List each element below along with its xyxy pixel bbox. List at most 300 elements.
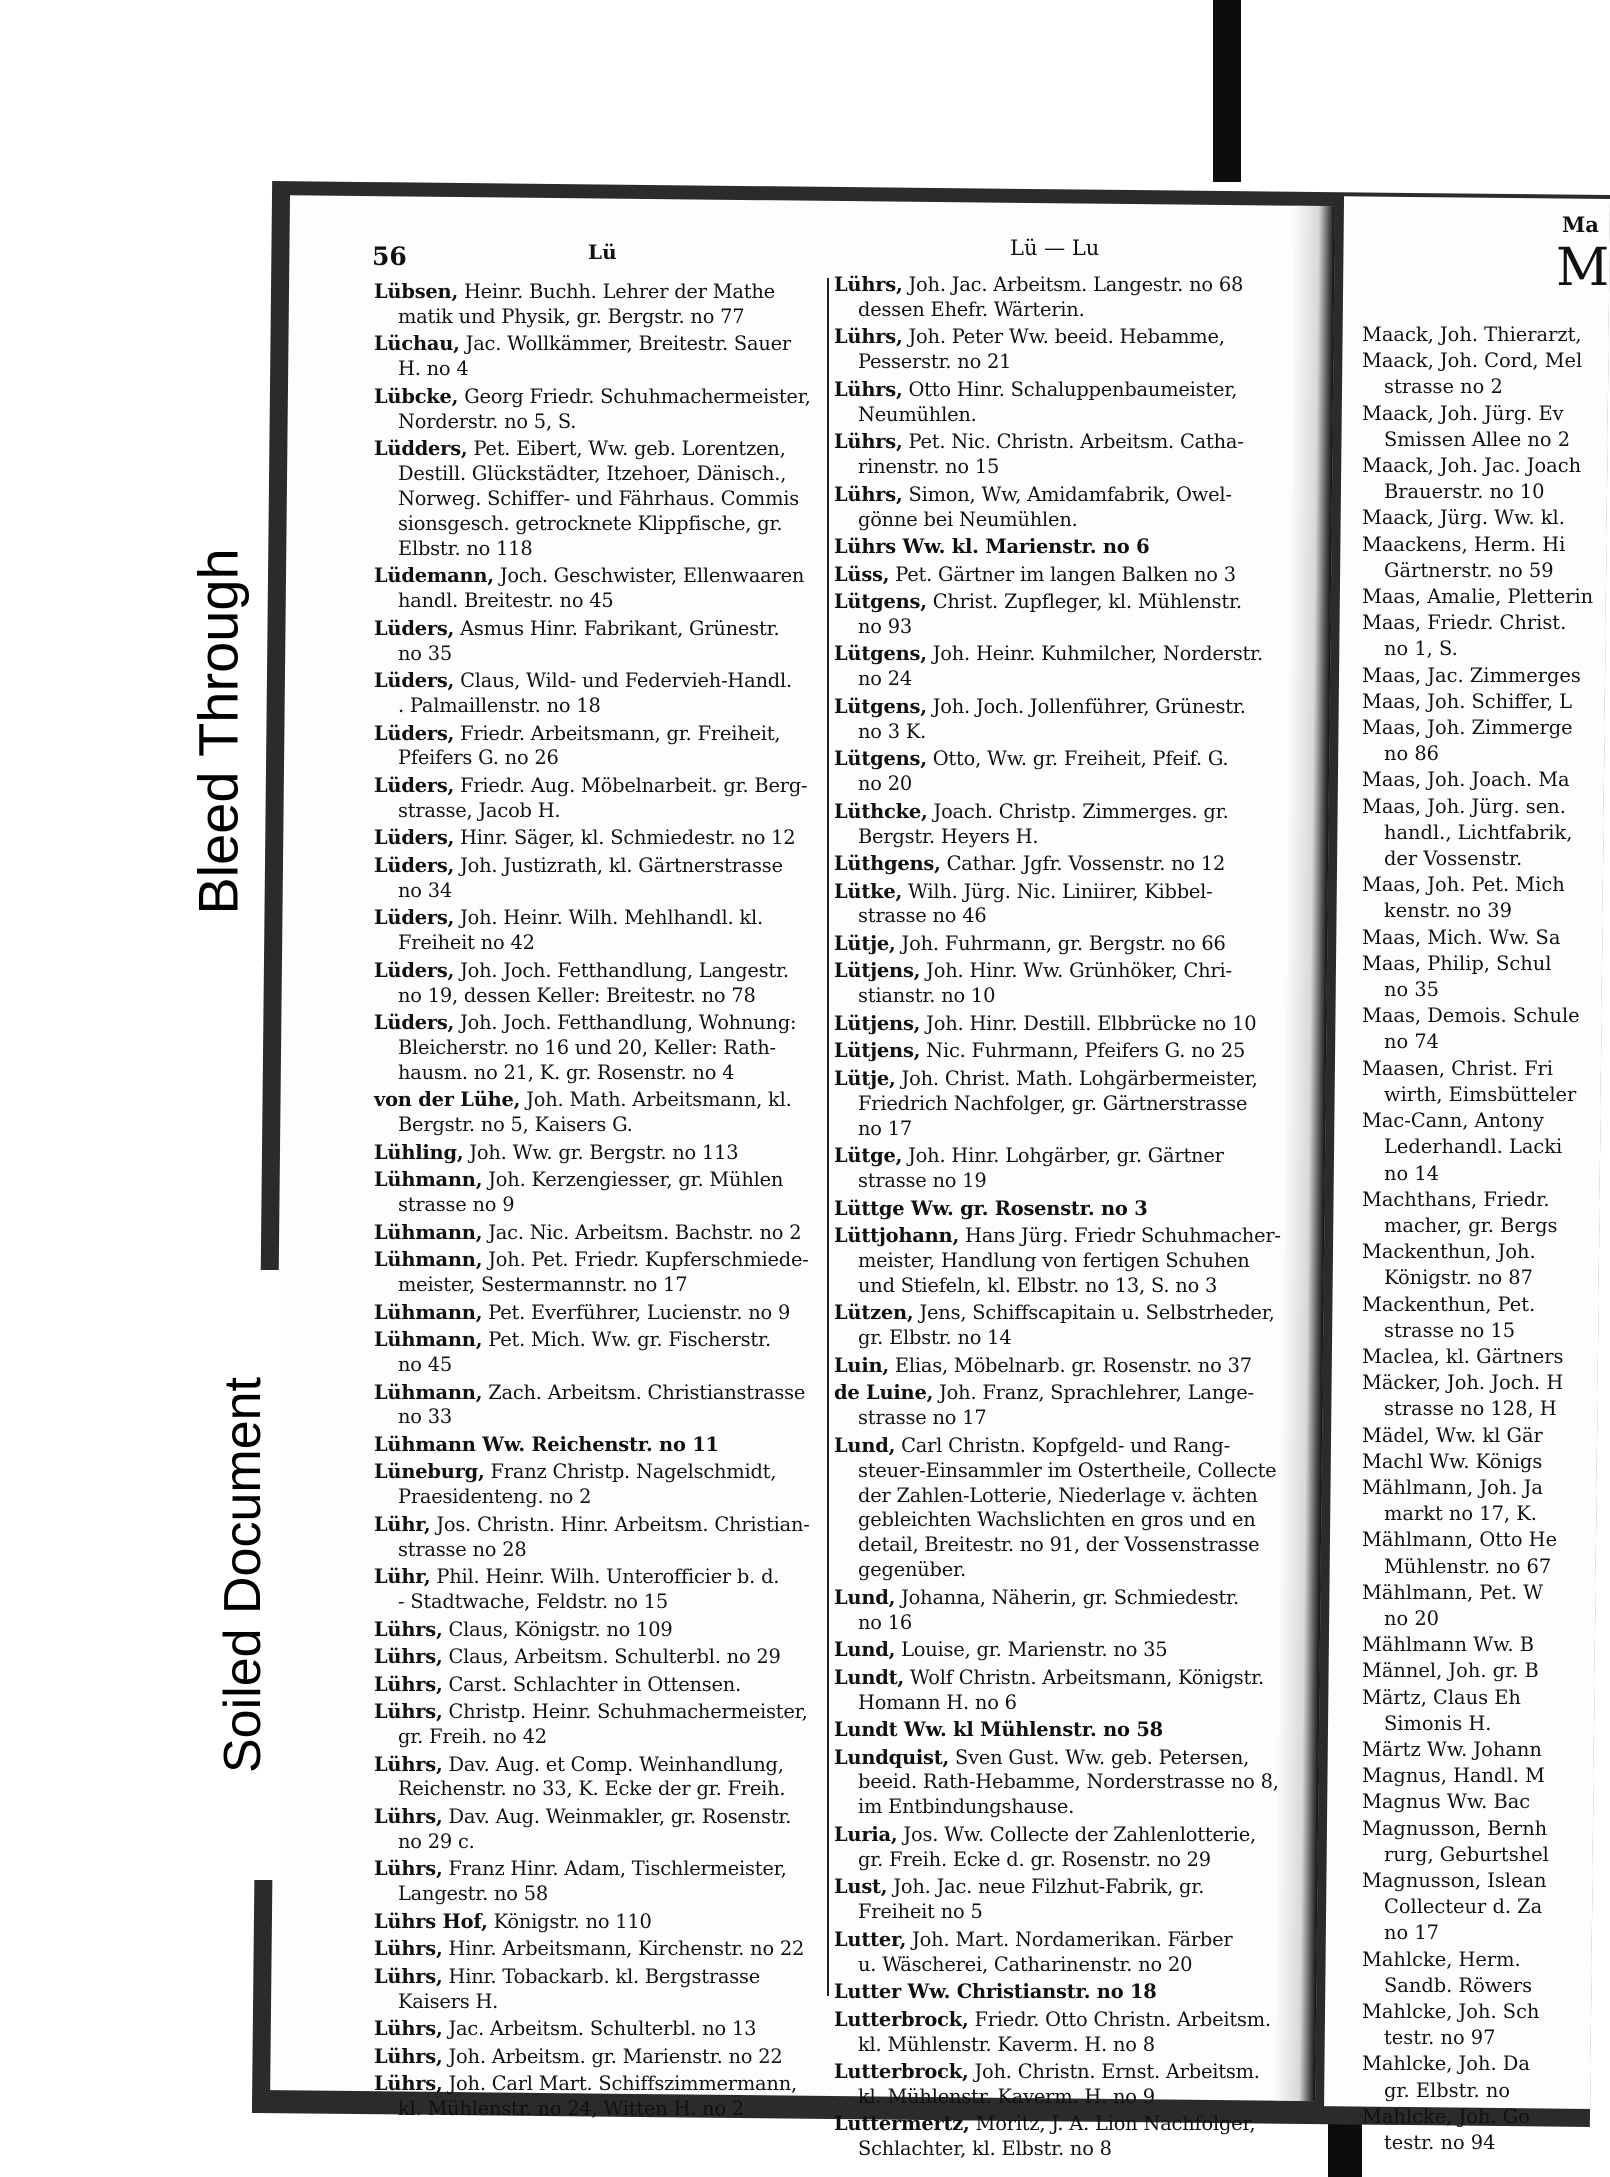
directory-entry <box>834 2060 1290 2110</box>
entry-surname: Lührs, <box>374 1964 443 1988</box>
entry-continuation-line: no 17 <box>1384 1921 1440 1945</box>
entry-line: Männel, Joh. gr. B <box>1362 1659 1539 1683</box>
entry-line: Lust, Joh. Jac. neue Filzhut-Fabrik, gr. <box>834 1875 1205 1899</box>
entry-line: Lührs, Dav. Aug. Weinmakler, gr. Rosenstr. <box>374 1804 792 1828</box>
entry-line: Maack, Jürg. Ww. kl. <box>1362 506 1565 530</box>
directory-entry <box>374 1328 826 1378</box>
directory-entry <box>1362 1685 1600 1737</box>
entry-continuation-line: Bleicherstr. no 16 und 20, Keller: Rath- <box>398 1036 776 1059</box>
entry-surname: Lüneburg, <box>374 1460 485 1484</box>
entry-continuation-line: Langestr. no 58 <box>398 1882 549 1906</box>
directory-entry <box>374 1011 826 1086</box>
entry-continuation-line: Freiheit no 5 <box>858 1900 983 1924</box>
entry-continuation-line: gr. Freih. no 42 <box>398 1725 547 1749</box>
entry-continuation-line: no 16 <box>858 1610 913 1634</box>
entry-continuation-line: Friedrich Nachfolger, gr. Gärtnerstrasse <box>858 1091 1248 1115</box>
directory-entry <box>1362 1816 1600 1868</box>
entry-surname: Lütjens, <box>834 959 921 983</box>
directory-entry <box>374 1753 826 1803</box>
directory-entry <box>374 1248 826 1298</box>
entry-surname: Lüders, <box>374 906 455 930</box>
entry-continuation-line: no 29 c. <box>398 1829 475 1853</box>
directory-entry <box>1362 2051 1600 2103</box>
directory-entry <box>834 932 1290 957</box>
entry-line: Magnusson, Islean <box>1362 1868 1547 1892</box>
entry-line: Lundt, Wolf Christn. Arbeitsmann, Königstr. <box>834 1665 1264 1689</box>
entry-surname: Lührs, <box>834 377 903 401</box>
entry-continuation-line: steuer-Einsammler im Ostertheile, Collecte <box>858 1458 1277 1482</box>
directory-entry <box>1362 872 1600 924</box>
entry-line: Maackens, Herm. Hi <box>1362 532 1566 556</box>
entry-surname: Lühmann, <box>374 1168 483 1192</box>
entry-surname: Lührs Hof, <box>374 1909 488 1933</box>
entry-line: Mählmann, Pet. W <box>1362 1580 1544 1604</box>
directory-entry <box>834 1666 1290 1716</box>
entry-surname: Lüders, <box>374 1011 455 1035</box>
entry-line: Mäcker, Joh. Joch. H <box>1362 1371 1564 1395</box>
entry-line: Machthans, Friedr. <box>1362 1187 1550 1211</box>
entry-surname: Lührs, <box>374 1937 443 1961</box>
entry-line: Lüders, Joh. Justizrath, kl. Gärtnerstrasse <box>374 853 783 877</box>
entry-surname: Lundquist, <box>834 1745 950 1769</box>
entry-continuation-line: meister, Handlung von fertigen Schuhen <box>858 1249 1250 1272</box>
entry-line: Lührs, Pet. Nic. Christn. Arbeitsm. Catha- <box>834 430 1244 454</box>
directory-entry <box>374 1141 826 1166</box>
entry-surname: Lütgens, <box>834 747 927 771</box>
entry-line: Lührs, Joh. Peter Ww. beeid. Hebamme, <box>834 325 1225 349</box>
directory-entry <box>374 1700 826 1750</box>
directory-entry <box>1362 401 1600 453</box>
directory-entry <box>834 1718 1290 1743</box>
left-running-head: Lü <box>588 240 617 264</box>
entry-surname: Lutter Ww. Christianstr. no 18 <box>834 1980 1157 2004</box>
entry-surname: Luria, <box>834 1822 898 1846</box>
entry-line: Magnus, Handl. M <box>1362 1764 1545 1788</box>
directory-entry <box>374 1965 826 2015</box>
entry-surname: Lüders, <box>374 773 455 797</box>
entry-surname: Lühmann, <box>374 1328 483 1352</box>
entry-continuation-line: Kaisers H. <box>398 1989 499 2013</box>
entry-line: Mahlcke, Joh. Da <box>1362 2052 1530 2076</box>
entry-continuation-line: dessen Ehefr. Wärterin. <box>858 297 1085 321</box>
right-section-letter: M <box>1556 238 1610 298</box>
entry-continuation-line: - Stadtwache, Feldstr. no 15 <box>398 1590 668 1614</box>
directory-entry <box>834 535 1290 560</box>
directory-entry <box>1362 1947 1600 1999</box>
bleed-through-label <box>176 466 260 996</box>
entry-continuation-line: no 34 <box>398 878 453 902</box>
entry-line: Lutterbrock, Joh. Christn. Ernst. Arbeitsm. <box>834 2060 1260 2083</box>
directory-entry <box>834 642 1290 692</box>
entry-continuation-line: im Entbindungshause. <box>858 1795 1075 1819</box>
directory-entry <box>834 1823 1290 1873</box>
entry-line: Lührs, Jac. Arbeitsm. Schulterbl. no 13 <box>374 2017 757 2041</box>
entry-line: Mahlcke, Joh. Sch <box>1362 2000 1540 2023</box>
binding-tape-top <box>1213 0 1241 182</box>
page-number: 56 <box>372 242 407 271</box>
entry-surname: Lübcke, <box>374 384 459 408</box>
directory-entry <box>374 2072 826 2122</box>
directory-entry <box>374 2017 826 2042</box>
entry-line: Maas, Jac. Zimmerges <box>1362 663 1581 687</box>
entry-line: Lühmann, Pet. Everführer, Lucienstr. no 9 <box>374 1300 791 1324</box>
entry-surname: Lüdders, <box>374 437 468 461</box>
entry-line <box>834 1980 1290 2005</box>
directory-column-right <box>1362 322 1600 2155</box>
entry-continuation-line: Reichenstr. no 33, K. Ecke der gr. Freih. <box>398 1777 786 1801</box>
entry-line: Lüders, Hinr. Säger, kl. Schmiedestr. no 12 <box>374 826 796 850</box>
entry-continuation-line: Brauerstr. no 10 <box>1384 480 1545 504</box>
entry-line: Maclea, kl. Gärtners <box>1362 1344 1564 1368</box>
entry-line: Mahlcke, Herm. <box>1362 1947 1521 1971</box>
entry-surname: Lüthgens, <box>834 852 941 876</box>
entry-line: Lührs, Claus, Königstr. no 109 <box>374 1617 673 1641</box>
directory-entry <box>374 1910 826 1935</box>
entry-line: Maack, Joh. Cord, Mel <box>1362 349 1583 373</box>
entry-line <box>834 535 1290 560</box>
entry-line: Maas, Mich. Ww. Sa <box>1362 925 1561 949</box>
entry-continuation-line: u. Wäscherei, Catharinenstr. no 20 <box>858 1952 1193 1976</box>
entry-continuation-line: strasse no 9 <box>398 1193 515 1217</box>
directory-entry <box>834 2112 1290 2162</box>
directory-entry <box>1362 348 1600 400</box>
directory-entry <box>374 1433 826 1458</box>
entry-continuation-line: Mühlenstr. no 67 <box>1384 1554 1552 1578</box>
entry-line: Mackenthun, Pet. <box>1362 1292 1536 1316</box>
directory-entry <box>1362 322 1600 348</box>
entry-surname: Lüders, <box>374 958 455 982</box>
entry-continuation-line: Königstr. no 87 <box>1384 1266 1533 1290</box>
entry-continuation-line: strasse no 15 <box>1384 1318 1516 1342</box>
entry-line: de Luine, Joh. Franz, Sprachlehrer, Lange- <box>834 1381 1254 1405</box>
directory-entry <box>374 1301 826 1326</box>
entry-line: Lührs, Hinr. Tobackarb. kl. Bergstrasse <box>374 1964 761 1988</box>
entry-line: Mädel, Ww. kl Gär <box>1362 1423 1543 1447</box>
entry-continuation-line: gegenüber. <box>858 1558 966 1582</box>
entry-line: Lütgens, Joh. Heinr. Kuhmilcher, Norderstr. <box>834 642 1263 666</box>
entry-line: Machl Ww. Königs <box>1362 1449 1543 1473</box>
entry-surname: Lust, <box>834 1875 888 1899</box>
entry-line: Lützen, Jens, Schiffscapitain u. Selbstrheder, <box>834 1301 1275 1325</box>
directory-entry <box>834 563 1290 588</box>
directory-entry <box>374 332 826 382</box>
entry-continuation-line: rurg, Geburtshel <box>1384 1842 1549 1866</box>
entry-surname: Lührs, <box>374 2044 443 2068</box>
entry-line: Lüttjohann, Hans Jürg. Friedr Schuhmacher- <box>834 1224 1281 1248</box>
entry-line: Lüss, Pet. Gärtner im langen Balken no 3 <box>834 562 1236 586</box>
entry-surname: Lüdemann, <box>374 564 494 588</box>
directory-entry <box>374 1168 826 1218</box>
entry-line: Lüders, Friedr. Arbeitsmann, gr. Freiheit, <box>374 721 781 745</box>
directory-entry <box>834 800 1290 850</box>
entry-line: Lühmann, Joh. Pet. Friedr. Kupferschmiede- <box>374 1248 809 1272</box>
entry-continuation-line: no 86 <box>1384 742 1440 766</box>
directory-entry <box>834 1928 1290 1978</box>
directory-entry <box>1362 1370 1600 1422</box>
directory-entry <box>834 1301 1290 1351</box>
entry-line: Lütje, Joh. Fuhrmann, gr. Bergstr. no 66 <box>834 931 1226 955</box>
soiled-document-label <box>206 1270 280 1880</box>
entry-continuation-line: no 20 <box>858 772 913 796</box>
entry-continuation-line: gönne bei Neumühlen. <box>858 507 1078 531</box>
entry-surname: de Luine, <box>834 1381 934 1405</box>
entry-line: Lütke, Wilh. Jürg. Nic. Liniirer, Kibbel- <box>834 879 1213 903</box>
entry-continuation-line: Norderstr. no 5, S. <box>398 409 577 433</box>
entry-line: Lüchau, Jac. Wollkämmer, Breitestr. Sauer <box>374 332 792 356</box>
entry-line: Lühmann, Zach. Arbeitsm. Christianstrasse <box>374 1380 806 1404</box>
entry-continuation-line: H. no 4 <box>398 357 469 381</box>
entry-continuation-line: Praesidenteng. no 2 <box>398 1485 592 1509</box>
directory-entry <box>1362 1763 1600 1789</box>
entry-line: Maas, Joh. Joach. Ma <box>1362 768 1570 792</box>
entry-continuation-line: no 24 <box>858 667 913 691</box>
entry-line: Lübsen, Heinr. Buchh. Lehrer der Mathe <box>374 280 775 303</box>
entry-continuation-line: no 93 <box>858 614 913 638</box>
entry-line: Lüders, Friedr. Aug. Möbelnarbeit. gr. Berg- <box>374 773 808 797</box>
entry-surname: Lühr, <box>374 1565 431 1589</box>
entry-surname: Lundt, <box>834 1665 904 1689</box>
entry-line: Magnusson, Bernh <box>1362 1816 1548 1840</box>
entry-surname: Lütje, <box>834 931 896 955</box>
entry-line: Mählmann, Joh. Ja <box>1362 1475 1543 1499</box>
entry-surname: Lührs, <box>374 2072 443 2096</box>
entry-line: Maas, Demois. Schule <box>1362 1004 1580 1028</box>
directory-entry <box>834 695 1290 745</box>
entry-line: Lührs, Joh. Carl Mart. Schiffszimmermann, <box>374 2072 797 2096</box>
directory-entry <box>1362 794 1600 873</box>
directory-entry <box>1362 1344 1600 1370</box>
directory-entry <box>374 1565 826 1615</box>
entry-continuation-line: no 74 <box>1384 1030 1440 1054</box>
directory-entry <box>834 1067 1290 1142</box>
entry-line: Lund, Louise, gr. Marienstr. no 35 <box>834 1638 1168 1662</box>
directory-entry <box>374 564 826 614</box>
entry-continuation-line: testr. no 94 <box>1384 2131 1496 2155</box>
entry-surname: Lühmann, <box>374 1380 483 1404</box>
entry-line: Lütgens, Joh. Joch. Jollenführer, Grünestr. <box>834 694 1246 718</box>
directory-entry <box>1362 1056 1600 1108</box>
directory-entry <box>1362 1580 1600 1632</box>
directory-entry <box>834 1224 1290 1299</box>
entry-line: Lührs, Franz Hinr. Adam, Tischlermeister, <box>374 1857 787 1881</box>
directory-entry <box>1362 1292 1600 1344</box>
entry-continuation-line: detail, Breitestr. no 91, der Vossenstrasse <box>858 1533 1260 1557</box>
entry-continuation-line: Bergstr. no 5, Kaisers G. <box>398 1113 633 1137</box>
column-divider <box>827 278 829 1996</box>
entry-line: Lührs, Carst. Schlachter in Ottensen. <box>374 1672 742 1696</box>
directory-entry <box>834 325 1290 375</box>
entry-line: Lührs, Otto Hinr. Schaluppenbaumeister, <box>834 377 1238 401</box>
entry-surname: Lund, <box>834 1638 896 1662</box>
entry-line <box>834 1197 1290 1222</box>
entry-surname: Lüders, <box>374 721 455 745</box>
directory-entry <box>1362 1423 1600 1449</box>
directory-entry <box>834 2008 1290 2058</box>
entry-continuation-line: gr. Elbstr. no <box>1384 2078 1511 2102</box>
entry-continuation-line: Gärtnerstr. no 59 <box>1384 558 1554 582</box>
entry-line <box>374 1433 826 1458</box>
entry-continuation-line: Homann H. no 6 <box>858 1690 1017 1714</box>
entry-continuation-line: strasse, Jacob H. <box>398 798 561 822</box>
entry-line: Mahlcke, Joh. Go <box>1362 2104 1530 2128</box>
entry-surname: Lutterbrock, <box>834 2007 969 2031</box>
directory-entry <box>374 1618 826 1643</box>
directory-entry <box>834 1144 1290 1194</box>
entry-surname: Lühling, <box>374 1140 464 1164</box>
directory-entry <box>1362 925 1600 951</box>
entry-continuation-line: der Zahlen-Lotterie, Niederlage v. ächten <box>858 1483 1258 1507</box>
directory-entry <box>834 273 1290 323</box>
entry-surname: Lühmann, <box>374 1248 483 1272</box>
directory-entry <box>1362 584 1600 610</box>
directory-entry <box>1362 1868 1600 1947</box>
directory-entry <box>1362 1737 1600 1763</box>
directory-entry <box>1362 505 1600 531</box>
entry-line: Lührs, Hinr. Arbeitsmann, Kirchenstr. no 22 <box>374 1937 805 1961</box>
entry-line: Lutter, Joh. Mart. Nordamerikan. Färber <box>834 1927 1233 1951</box>
entry-line: Maack, Joh. Jac. Joach <box>1362 454 1582 478</box>
entry-line: Magnus Ww. Bac <box>1362 1790 1531 1814</box>
right-running-head: Ma <box>1562 212 1599 237</box>
entry-line: Maas, Joh. Schiffer, L <box>1362 689 1572 713</box>
entry-line: Lührs Hof, Königstr. no 110 <box>374 1909 652 1933</box>
entry-continuation-line: . Palmaillenstr. no 18 <box>398 694 601 718</box>
entry-surname: von der Lühe, <box>374 1088 521 1112</box>
directory-entry <box>1362 689 1600 715</box>
entry-line: Lüders, Asmus Hinr. Fabrikant, Grünestr. <box>374 616 780 640</box>
entry-line: Lütjens, Nic. Fuhrmann, Pfeifers G. no 25 <box>834 1039 1246 1063</box>
entry-line: Lüders, Joh. Joch. Fetthandlung, Langestr. <box>374 958 789 982</box>
entry-continuation-line: matik und Physik, gr. Bergstr. no 77 <box>398 304 745 328</box>
directory-entry <box>1362 1449 1600 1475</box>
entry-line: Lüders, Joh. Joch. Fetthandlung, Wohnung: <box>374 1011 797 1035</box>
entry-surname: Lütjens, <box>834 1011 921 1035</box>
directory-entry <box>374 385 826 435</box>
directory-entry <box>374 1221 826 1246</box>
entry-surname: Lührs, <box>374 1645 443 1669</box>
entry-surname: Lüttge Ww. gr. Rosenstr. no 3 <box>834 1196 1148 1220</box>
entry-continuation-line: no 33 <box>398 1405 453 1429</box>
entry-continuation-line: strasse no 46 <box>858 904 987 928</box>
entry-continuation-line: Smissen Allee no 2 <box>1384 427 1571 451</box>
entry-surname: Lührs, <box>374 1700 443 1724</box>
entry-surname: Lütgens, <box>834 590 927 614</box>
entry-line: Lundquist, Sven Gust. Ww. geb. Petersen, <box>834 1745 1250 1769</box>
entry-surname: Lüss, <box>834 562 890 586</box>
entry-surname: Lutter, <box>834 1927 907 1951</box>
entry-line: Maack, Joh. Jürg. Ev <box>1362 401 1564 425</box>
entry-continuation-line: kl. Mühlenstr. no 24, Witten H. no 2 <box>398 2097 745 2121</box>
directory-entry <box>834 959 1290 1009</box>
directory-entry <box>374 437 826 562</box>
entry-continuation-line: markt no 17, K. <box>1384 1502 1537 1526</box>
entry-surname: Lutterbrock, <box>834 2060 969 2083</box>
entry-line: Lührs, Christp. Heinr. Schuhmachermeister, <box>374 1700 808 1724</box>
entry-continuation-line: Freiheit no 42 <box>398 931 535 955</box>
entry-continuation-line: beeid. Rath-Hebamme, Norderstrasse no 8, <box>858 1770 1279 1794</box>
entry-surname: Lüders, <box>374 853 455 877</box>
directory-column-left <box>374 280 826 2125</box>
entry-continuation-line: Norweg. Schiffer- und Fährhaus. Commis <box>398 487 800 511</box>
entry-surname: Lührs, <box>374 1617 443 1641</box>
entry-surname: Lührs, <box>374 1672 443 1696</box>
directory-entry <box>1362 1658 1600 1684</box>
entry-continuation-line: meister, Sestermannstr. no 17 <box>398 1273 688 1297</box>
directory-entry <box>834 1875 1290 1925</box>
directory-entry <box>374 826 826 851</box>
directory-entry <box>834 1980 1290 2005</box>
entry-continuation-line: no 45 <box>398 1353 453 1377</box>
entry-surname: Lührs Ww. kl. Marienstr. no 6 <box>834 535 1150 559</box>
entry-continuation-line: Pfeifers G. no 26 <box>398 746 559 770</box>
entry-surname: Lütke, <box>834 879 903 903</box>
entry-continuation-line: Schlachter, kl. Elbstr. no 8 <box>858 2137 1112 2161</box>
entry-line: Lütgens, Otto, Ww. gr. Freiheit, Pfeif. G. <box>834 747 1229 771</box>
entry-line: Maas, Amalie, Pletterin <box>1362 585 1594 609</box>
entry-continuation-line: strasse no 28 <box>398 1537 527 1561</box>
entry-line: Luttermertz, Moritz, J. A. Lion Nachfolger, <box>834 2112 1256 2136</box>
entry-continuation-line: Sandb. Röwers <box>1384 1973 1533 1997</box>
entry-line: Mackenthun, Joh. <box>1362 1240 1536 1264</box>
entry-line: Luin, Elias, Möbelnarb. gr. Rosenstr. no 37 <box>834 1353 1252 1377</box>
entry-continuation-line: Pesserstr. no 21 <box>858 350 1012 374</box>
entry-continuation-line: Simonis H. <box>1384 1711 1492 1735</box>
directory-entry <box>374 280 826 330</box>
entry-continuation-line: Destill. Glückstädter, Itzehoer, Dänisch., <box>398 462 787 486</box>
entry-line: Märtz, Claus Eh <box>1362 1685 1521 1709</box>
directory-entry <box>1362 453 1600 505</box>
entry-continuation-line: no 35 <box>398 641 453 665</box>
entry-line: Lührs, Dav. Aug. et Comp. Weinhandlung, <box>374 1752 784 1776</box>
directory-entry <box>834 590 1290 640</box>
entry-continuation-line: kl. Mühlenstr. Kaverm. H. no 9 <box>858 2084 1155 2108</box>
entry-surname: Luin, <box>834 1353 889 1377</box>
directory-entry <box>374 906 826 956</box>
entry-continuation-line: no 1, S. <box>1384 637 1458 661</box>
entry-surname: Lüders, <box>374 669 455 693</box>
entry-surname: Lützen, <box>834 1301 914 1325</box>
entry-continuation-line: wirth, Eimsbütteler <box>1384 1082 1577 1106</box>
entry-surname: Lührs, <box>834 273 903 296</box>
entry-line: Lührs, Joh. Arbeitsm. gr. Marienstr. no 22 <box>374 2044 783 2068</box>
entry-continuation-line: strasse no 19 <box>858 1169 987 1193</box>
entry-continuation-line: handl., Lichtfabrik, <box>1384 820 1573 844</box>
entry-line: Lütge, Joh. Hinr. Lohgärber, gr. Gärtner <box>834 1144 1224 1168</box>
entry-line: Mac-Cann, Antony <box>1362 1109 1544 1133</box>
entry-line: Lüders, Claus, Wild- und Federvieh-Handl. <box>374 669 792 693</box>
entry-line: Maas, Friedr. Christ. <box>1362 611 1567 635</box>
entry-continuation-line: stianstr. no 10 <box>858 984 996 1008</box>
entry-surname: Lührs, <box>834 482 903 506</box>
entry-continuation-line: no 19, dessen Keller: Breitestr. no 78 <box>398 983 756 1007</box>
entry-surname: Lüthcke, <box>834 799 928 823</box>
entry-continuation-line: macher, gr. Bergs <box>1384 1213 1558 1237</box>
entry-line: Lübcke, Georg Friedr. Schuhmachermeister, <box>374 384 811 408</box>
entry-continuation-line: hausm. no 21, K. gr. Rosenstr. no 4 <box>398 1060 735 1084</box>
entry-line: Lüneburg, Franz Christp. Nagelschmidt, <box>374 1460 777 1484</box>
directory-entry <box>1362 1003 1600 1055</box>
entry-line: Lütgens, Christ. Zupfleger, kl. Mühlenstr. <box>834 590 1242 614</box>
entry-surname: Lütge, <box>834 1144 903 1168</box>
entry-line: Lütjens, Joh. Hinr. Ww. Grünhöker, Chri- <box>834 959 1232 983</box>
entry-continuation-line: kenstr. no 39 <box>1384 899 1512 923</box>
entry-line: Mählmann, Otto He <box>1362 1528 1558 1552</box>
directory-entry <box>834 1381 1290 1431</box>
entry-line: Lühling, Joh. Ww. gr. Bergstr. no 113 <box>374 1140 739 1164</box>
entry-line: Lütjens, Joh. Hinr. Destill. Elbbrücke no 10 <box>834 1011 1257 1035</box>
entry-continuation-line: no 17 <box>858 1116 913 1140</box>
directory-column-middle <box>834 273 1290 2165</box>
